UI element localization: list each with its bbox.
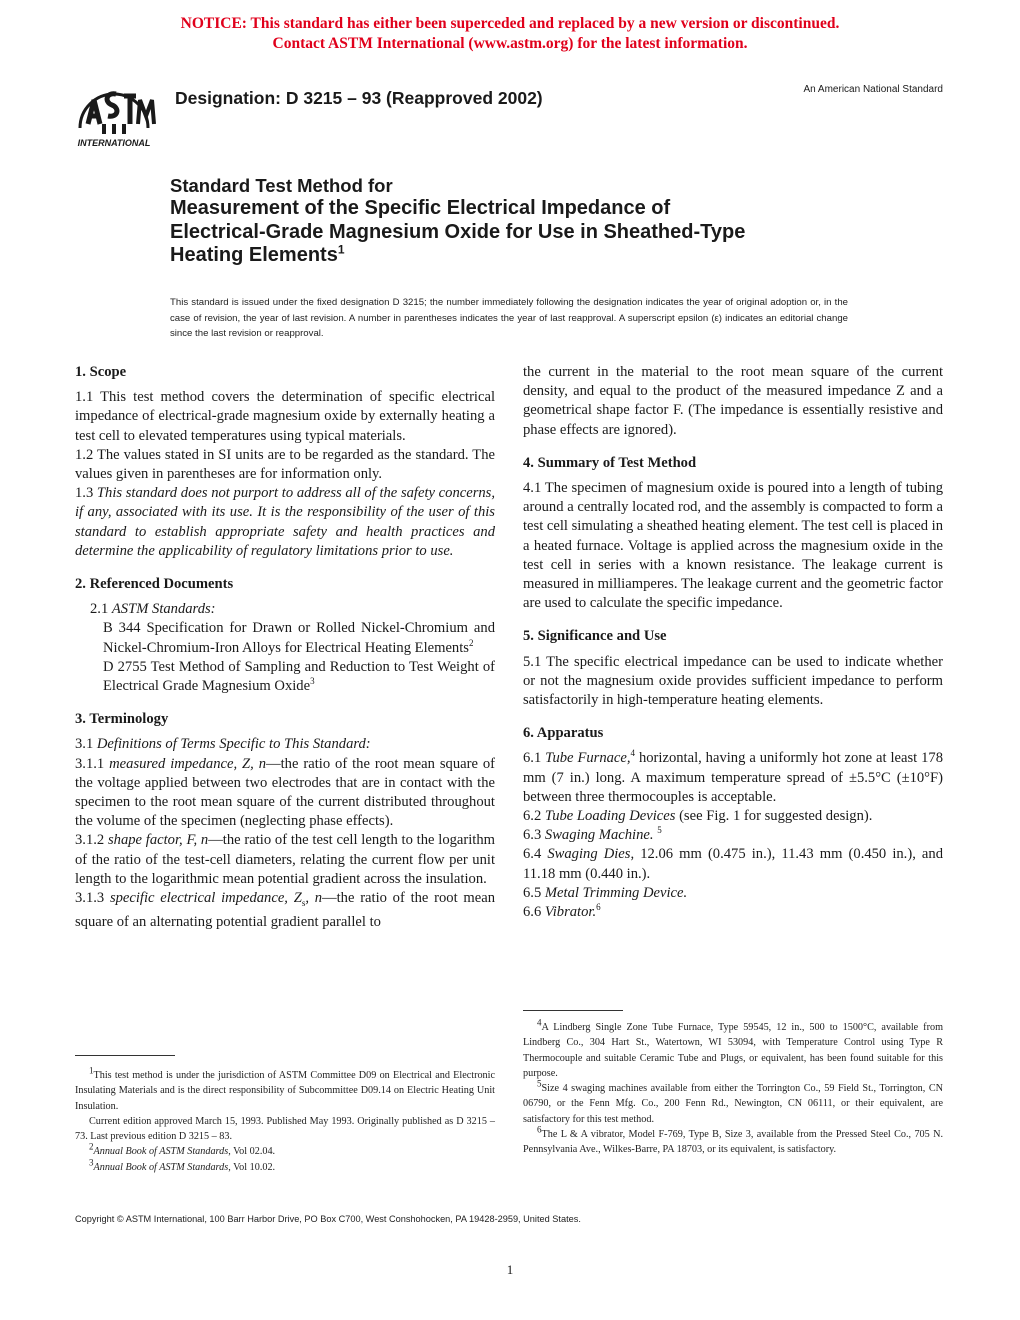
section-apparatus-heading: 6. Apparatus [523,725,604,742]
right-column [523,363,943,922]
section-summary-heading: 4. Summary of Test Method [523,454,697,471]
astm-logo-icon [66,78,162,148]
astm-logo [66,78,162,148]
para-6-1: 6.1 Tube Furnace,$^4$ horizontal, having a uniformly hot zone at least 178 mm (7 in.) long. A maximum temperature spread of ±5.5°C (±10°F) between three thermocouples is acceptable. [523,748,944,805]
para-3-1-3-cont: the current in the material to the root mean square of the current density, and equal to the product of the measured impedance Z and a geometrical shape factor F. (The impedance is essentially resistive and phase effects are ignored). [523,364,943,438]
section-scope-heading: 1. Scope [75,364,127,380]
footnote-6: $^6$The L & A vibrator, Model F-769, Type B, Size 3, available from the Pressed Steel Co., 705 N. Pennsylvania Ave., Wilkes-Barre, PA 18703, or its equivalent, is satisfactory. [523,1124,943,1156]
title-line-2: Measurement of the Specific Electrical Impedance of [170,197,671,219]
issue-note: This standard is issued under the fixed designation D 3215; the number immediately following the designation indicates the year of original adoption or, in the case of revision, the year of last revision. A number in parentheses indicates the year of last reapproval. A superscript epsilon (ε) indicates an editorial change since the last revision or reapproval. [170,297,848,339]
para-6-6: 6.6 Vibrator.$^6$ [523,902,601,921]
para-2-1: 2.1 ASTM Standards: [90,601,216,618]
footnote-5: $^5$Size 4 swaging machines available from either the Torrington Co., 59 Field St., Torrington, CN 06790, or the Fenn Mfg. Co., 200 Fenn Rd., Newington, CN 06111, or their equivalent, are satisfactory for this test method. [523,1078,943,1125]
para-6-4: 6.4 Swaging Dies, 12.06 mm (0.475 in.), 11.43 mm (0.450 in.), and 11.18 mm (0.440 in.). [523,846,944,882]
notice-line-1: NOTICE: This standard has either been superceded and replaced by a new version or discontinued. [180,15,840,32]
para-6-2: 6.2 Tube Loading Devices (see Fig. 1 for suggested design). [523,808,873,825]
designation: Designation: D 3215 – 93 (Reapproved 2002) [175,88,543,108]
title-line-3: Electrical-Grade Magnesium Oxide for Use in Sheathed-Type [170,220,746,243]
footnote-2: $^2$Annual Book of ASTM Standards, Vol 02.04. [89,1142,276,1158]
para-3-1-1: 3.1.1 measured impedance, Z, n—the ratio of the root mean square of the voltage applied between two electrodes that are in contact with the specimen to the root mean square of the current distributed throughout the volume of the specimen (neglecting phase effects). [75,755,496,830]
para-1-3: 1.3 This standard does not purport to address all of the safety concerns, if any, associated with its use. It is the responsibility of the user of this standard to establish appropriate safety and health practices and determine the applicability of regulatory limitations prior to use. [75,485,496,559]
para-1-1: 1.1 This test method covers the determination of specific electrical impedance of electrical-grade magnesium oxide by externally heating a test cell to elevated temperatures using typical materials. [75,389,495,444]
footnote-rule-left [75,1055,175,1056]
title-line-1: Standard Test Method for [170,175,393,196]
footnote-1b: Current edition approved March 15, 1993. Published May 1993. Originally published as D 3215 – 73. Last previous edition D 3215 – 83. [75,1115,495,1143]
page-number: 1 [506,1262,514,1277]
footnotes-left [75,1065,495,1175]
footnotes-right [523,1017,943,1158]
para-3-1: 3.1 Definitions of Terms Specific to This Standard: [75,736,371,753]
title-line-4: Heating Elements [170,244,338,266]
supersede-notice [0,14,1020,54]
american-national-standard: An American National Standard [803,84,943,95]
ref-d2755: D 2755 Test Method of Sampling and Reduction to Test Weight of Electrical Grade Magnesium Oxide$^3$ [103,658,495,695]
copyright: Copyright © ASTM International, 100 Barr Harbor Drive, PO Box C700, West Conshohocken, PA 19428-2959, United States. [75,1214,581,1224]
left-column [75,363,495,932]
para-4-1: 4.1 The specimen of magnesium oxide is poured into a length of tubing around a centrally located rod, and the assembly is compacted to form a test cell simulating a sheathed heating element. The test cell is placed in a heated furnace. Voltage is applied across the magnesium oxide in the test cell in series with a known resistance. The leakage current is measured in milliamperes. The leakage current and the geometric factor are used to calculate the specific impedance. [523,480,943,612]
para-6-3: 6.3 Swaging Machine. $^5$ [523,825,662,844]
section-terminology-heading: 3. Terminology [75,711,169,728]
title-footnote-mark: 1 [337,242,345,257]
footnote-3: $^3$Annual Book of ASTM Standards, Vol 10.02. [89,1157,276,1173]
para-3-1-2: 3.1.2 shape factor, F, n—the ratio of the test cell length to the logarithm of the ratio of the test-cell diameters, relating the current flow per unit length to the logarithmic mean potential gradient across the insulation. [75,832,496,887]
safety-caveat: This standard does not purport to address all of the safety concerns, if any, associated with its use. It is the responsibility of the user of this standard to establish appropriate safety and health practices and determine the applicability of regulatory limitations prior to use. [75,485,496,559]
notice-line-2: Contact ASTM International (www.astm.org) for the latest information. [272,35,748,52]
section-refdocs-heading: 2. Referenced Documents [75,576,234,593]
section-significance-heading: 5. Significance and Use [523,628,667,645]
ref-b344: B 344 Specification for Drawn or Rolled Nickel-Chromium and Nickel-Chromium-Iron Alloys for Electrical Heating Elements$^2$ [103,620,495,656]
para-3-1-3: 3.1.3 specific electrical impedance, $Z_s$, n—the ratio of the root mean square of an alternating potential gradient parallel to [75,890,495,931]
footnote-1: $^1$This test method is under the jurisdiction of ASTM Committee D09 on Electrical and Electronic Insulating Materials and is the direct responsibility of Subcommittee D09.14 on Electric Heating Unit Insulation. [75,1065,495,1112]
para-1-2: 1.2 The values stated in SI units are to be regarded as the standard. The values given in parentheses are for information only. [75,446,495,483]
document-title [170,175,870,268]
footnote-rule-right [523,1010,623,1011]
para-6-5: 6.5 Metal Trimming Device. [523,884,688,901]
footnote-4: $^4$A Lindberg Single Zone Tube Furnace, Type 59545, 12 in., 500 to 1500°C, available from Lindberg Co., 304 Hart St., Watertown, WI 53094, with Temperature Control using Type R Thermocouple and suitable Ceramic Tube and Plugs, or equivalent, has been found suitable for this purpose. [523,1017,943,1079]
logo-wordmark: INTERNATIONAL [77,138,151,148]
para-5-1: 5.1 The specific electrical impedance can be used to indicate whether or not the magnesium oxide provides sufficient impedance to perform satisfactorily in high-temperature heating elements. [523,653,943,709]
